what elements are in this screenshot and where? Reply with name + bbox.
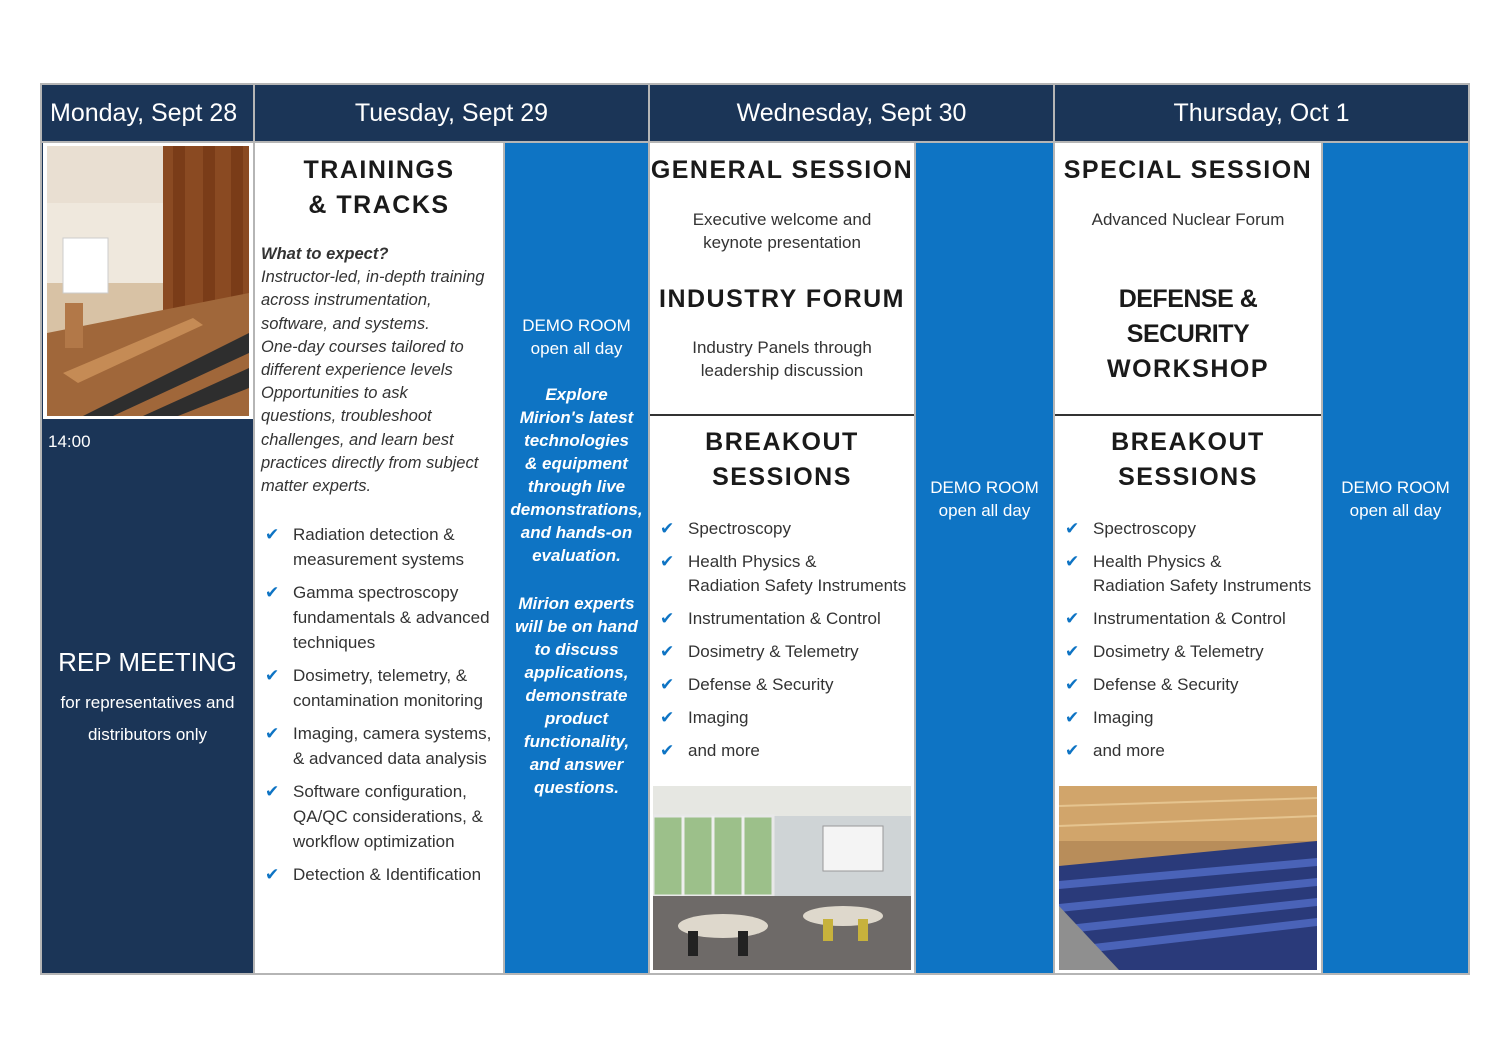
check-icon: ✔	[1065, 708, 1080, 727]
list-item-text: techniques	[293, 633, 376, 652]
demo-description-line: applications,	[524, 663, 629, 682]
demo-room-wednesday	[916, 143, 1053, 973]
list-item-text: and more	[1093, 741, 1165, 760]
demo-description-line: Explore	[545, 385, 608, 404]
list-item	[658, 550, 914, 598]
check-icon: ✔	[660, 642, 675, 661]
check-icon: ✔	[660, 552, 675, 571]
list-item	[1063, 517, 1321, 541]
rep-meeting-subtitle: for representatives and distributors only	[60, 693, 235, 744]
special-session-title: SPECIAL SESSION	[1063, 156, 1313, 184]
demo-description-line: demonstrate	[525, 686, 628, 705]
list-item	[658, 673, 914, 697]
check-icon: ✔	[1065, 642, 1080, 661]
check-icon: ✔	[1065, 741, 1080, 760]
check-icon: ✔	[265, 525, 280, 544]
check-icon: ✔	[660, 708, 675, 727]
demo-description-line: product	[544, 709, 609, 728]
list-item-text: Gamma spectroscopy	[293, 583, 459, 602]
expect-line: One-day courses tailored to	[261, 337, 464, 356]
list-item-text: Dosimetry & Telemetry	[1093, 642, 1264, 661]
expect-line: challenges, and learn best	[261, 430, 454, 449]
demo-description-line: Mirion's latest	[519, 408, 634, 427]
check-icon: ✔	[1065, 675, 1080, 694]
general-session-subtitle: Executive welcome and keynote presentation	[692, 210, 872, 252]
day-header-tuesday: Tuesday, Sept 29	[255, 85, 648, 141]
list-item-text: and more	[688, 741, 760, 760]
list-item-text: fundamentals & advanced	[293, 608, 490, 627]
breakout-sessions-title-wed: BREAKOUT SESSIONS	[705, 428, 859, 491]
expect-line: practices directly from subject	[261, 453, 479, 472]
section-divider	[650, 414, 914, 416]
list-item-text: Imaging	[1093, 708, 1154, 727]
list-item	[658, 739, 914, 763]
list-item-text: workflow optimization	[293, 832, 455, 851]
breakout-sessions-title-thu: BREAKOUT SESSIONS	[1111, 428, 1265, 491]
list-item	[658, 607, 914, 631]
list-item	[1063, 607, 1321, 631]
expect-line: questions, troubleshoot	[261, 407, 432, 426]
list-item-text: Radiation Safety Instruments	[1093, 576, 1312, 595]
rep-meeting-title: REP MEETING	[58, 647, 237, 677]
check-icon: ✔	[660, 675, 675, 694]
conference-room-photo	[653, 786, 911, 970]
day-header-monday: Monday, Sept 28	[42, 85, 253, 141]
list-item-text: Health Physics &	[1093, 552, 1222, 571]
list-item-text: Defense & Security	[1093, 675, 1239, 694]
demo-room-wednesday-label: DEMO ROOM open all day	[930, 478, 1039, 520]
list-item	[658, 640, 914, 664]
demo-room-description-b	[505, 592, 648, 799]
list-item-text: Dosimetry, telemetry, &	[293, 666, 468, 685]
industry-forum-title: INDUSTRY FORUM	[659, 285, 905, 313]
expect-line: across instrumentation,	[261, 291, 432, 310]
check-icon: ✔	[265, 724, 280, 743]
list-item-text: Radiation Safety Instruments	[688, 576, 907, 595]
check-icon: ✔	[1065, 609, 1080, 628]
list-item	[1063, 550, 1321, 598]
demo-room-thursday-label: DEMO ROOM open all day	[1341, 478, 1450, 520]
list-item-text: Imaging	[688, 708, 749, 727]
demo-description-line: through live	[527, 477, 626, 496]
defense-workshop-title: DEFENSE & SECURITY WORKSHOP	[1107, 285, 1269, 383]
list-item-text: Health Physics &	[688, 552, 817, 571]
list-item	[263, 862, 503, 887]
day-header-thursday: Thursday, Oct 1	[1055, 85, 1468, 141]
check-icon: ✔	[660, 741, 675, 760]
demo-description-line: technologies	[524, 431, 629, 450]
demo-description-line: to discuss	[534, 640, 619, 659]
list-item-text: Dosimetry & Telemetry	[688, 642, 859, 661]
list-item-text: QA/QC considerations, &	[293, 807, 483, 826]
check-icon: ✔	[1065, 519, 1080, 538]
breakout-list-thursday	[1063, 517, 1321, 772]
expect-line: Instructor-led, in-depth training	[261, 268, 485, 287]
list-item	[658, 706, 914, 730]
list-item-text: & advanced data analysis	[293, 749, 487, 768]
list-item	[1063, 706, 1321, 730]
list-item	[1063, 673, 1321, 697]
expect-line: software, and systems.	[261, 314, 430, 333]
demo-description-line: evaluation.	[532, 546, 621, 565]
list-item-text: Detection & Identification	[293, 865, 482, 884]
list-item	[263, 721, 503, 771]
demo-description-line: and hands-on	[520, 523, 633, 542]
list-item	[658, 517, 914, 541]
check-icon: ✔	[660, 609, 675, 628]
what-to-expect	[261, 243, 501, 498]
list-item	[263, 663, 503, 713]
demo-room-description-a	[505, 383, 648, 567]
check-icon: ✔	[265, 583, 280, 602]
list-item-text: Software configuration,	[293, 782, 467, 801]
list-item-text: Instrumentation & Control	[1093, 609, 1286, 628]
list-item	[1063, 640, 1321, 664]
check-icon: ✔	[265, 865, 280, 884]
list-item-text: Imaging, camera systems,	[293, 724, 492, 743]
list-item-text: contamination monitoring	[293, 691, 483, 710]
list-item	[263, 779, 503, 854]
list-item-text: Radiation detection &	[293, 525, 455, 544]
demo-description-line: & equipment	[525, 454, 628, 473]
demo-room-tuesday-label: DEMO ROOM open all day	[522, 316, 631, 358]
industry-forum-subtitle: Industry Panels through leadership discussion	[692, 338, 872, 380]
expect-line: Opportunities to ask	[261, 384, 408, 403]
demo-description-line: demonstrations,	[510, 500, 643, 519]
demo-description-line: Mirion experts	[518, 594, 635, 613]
trainings-list	[263, 522, 503, 895]
list-item	[263, 522, 503, 572]
check-icon: ✔	[265, 782, 280, 801]
list-item-text: Spectroscopy	[688, 519, 791, 538]
special-session-subtitle: Advanced Nuclear Forum	[1091, 210, 1285, 229]
list-item-text: Defense & Security	[688, 675, 834, 694]
auditorium-photo	[1059, 786, 1317, 970]
demo-description-line: and answer	[529, 755, 624, 774]
list-item	[1063, 739, 1321, 763]
demo-description-line: will be on hand	[515, 617, 638, 636]
expect-line: different experience levels	[261, 361, 453, 380]
check-icon: ✔	[1065, 552, 1080, 571]
demo-room-thursday	[1323, 143, 1468, 973]
list-item-text: Instrumentation & Control	[688, 609, 881, 628]
breakout-list-wednesday	[658, 517, 914, 772]
expect-line: matter experts.	[261, 477, 372, 496]
demo-description-line: questions.	[533, 778, 619, 797]
list-item-text: measurement systems	[293, 550, 464, 569]
trainings-title: TRAININGS & TRACKS	[303, 156, 455, 219]
general-session-title: GENERAL SESSION	[650, 156, 914, 184]
list-item	[263, 580, 503, 655]
session-time: 14:00	[48, 432, 91, 451]
check-icon: ✔	[660, 519, 675, 538]
check-icon: ✔	[265, 666, 280, 685]
day-header-wednesday: Wednesday, Sept 30	[650, 85, 1053, 141]
section-divider	[1055, 414, 1321, 416]
list-item-text: Spectroscopy	[1093, 519, 1196, 538]
demo-description-line: functionality,	[523, 732, 630, 751]
what-to-expect-title: What to expect?	[261, 245, 389, 263]
lecture-hall-photo	[43, 143, 253, 419]
